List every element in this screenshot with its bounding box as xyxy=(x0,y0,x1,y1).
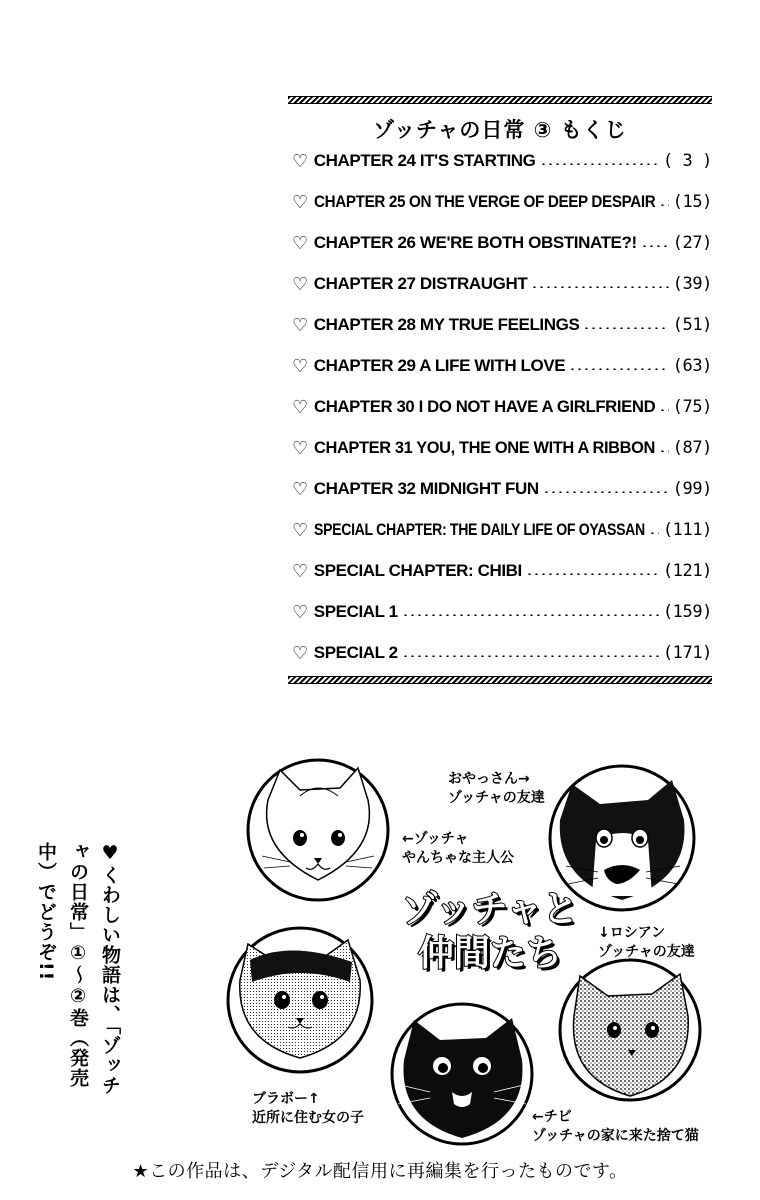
toc-entry-label: CHAPTER 32 MIDNIGHT FUN xyxy=(313,479,539,498)
toc-entry-page: (15) xyxy=(672,192,712,212)
heart-icon: ♡ xyxy=(292,560,308,582)
toc-entry-page: (39) xyxy=(672,274,712,294)
toc-entry-label: CHAPTER 29 A LIFE WITH LOVE xyxy=(313,356,566,375)
caption-burabo-desc: 近所に住む女の子 xyxy=(252,1110,364,1126)
caption-chibi-name: ←チビ xyxy=(532,1109,572,1125)
toc-entry-label: SPECIAL 1 xyxy=(313,602,398,621)
toc-entry-label: SPECIAL CHAPTER: THE DAILY LIFE OF OYASSAN xyxy=(313,520,645,539)
toc-title: ゾッチャの日常 ③ もくじ xyxy=(373,118,627,142)
heart-icon: ♡ xyxy=(292,273,308,295)
toc-entry-label: CHAPTER 24 IT'S STARTING xyxy=(313,151,536,170)
toc-entry-label: CHAPTER 28 MY TRUE FEELINGS xyxy=(313,315,580,334)
toc-entry-page: (75) xyxy=(672,397,712,417)
heart-icon: ♡ xyxy=(292,232,308,254)
heart-icon: ♡ xyxy=(292,355,308,377)
caption-burabo xyxy=(252,1090,364,1128)
characters-title-line1: ゾッチャと xyxy=(401,889,579,930)
heart-icon: ♡ xyxy=(292,396,308,418)
toc-entry-page: (121) xyxy=(662,561,712,581)
caption-zoccha xyxy=(402,830,514,868)
heart-icon: ♡ xyxy=(292,437,308,459)
chibi-portrait xyxy=(392,1004,532,1144)
caption-chibi-desc: ゾッチャの家に来た捨て猫 xyxy=(532,1128,699,1144)
caption-burabo-name: ブラボー↑ xyxy=(252,1091,320,1107)
footer-note: ★この作品は、デジタル配信用に再編集を行ったものです。 xyxy=(132,1161,628,1182)
toc-entry-page: (51) xyxy=(672,315,712,335)
toc-entry-label: CHAPTER 30 I DO NOT HAVE A GIRLFRIEND xyxy=(313,397,656,416)
toc-entry-page: ( 3 ) xyxy=(662,151,712,171)
roshian-portrait xyxy=(560,960,700,1100)
side-note: ♥くわしい物語は、「ゾッチャの日常」①〜②巻（発売中）でどうぞ!! xyxy=(35,842,121,1096)
toc-entry-page: (171) xyxy=(662,643,712,663)
heart-icon: ♡ xyxy=(292,478,308,500)
toc-entry-label: CHAPTER 27 DISTRAUGHT xyxy=(313,274,528,293)
toc-entry-page: (99) xyxy=(672,479,712,499)
caption-oyassan-name: おやっさん→ xyxy=(448,771,530,787)
caption-oyassan-desc: ゾッチャの友達 xyxy=(448,790,545,806)
toc-entry-label: CHAPTER 31 YOU, THE ONE WITH A RIBBON xyxy=(313,438,655,457)
toc-entry-label: SPECIAL CHAPTER: CHIBI xyxy=(313,561,522,580)
zoccha-portrait xyxy=(248,760,388,900)
caption-roshian-desc: ゾッチャの友達 xyxy=(598,944,695,960)
toc-entry-page: (27) xyxy=(672,233,712,253)
caption-roshian xyxy=(598,924,695,962)
caption-roshian-name: ↓ロシアン xyxy=(598,925,666,941)
caption-zoccha-desc: やんちゃな主人公 xyxy=(402,850,514,866)
heart-icon: ♡ xyxy=(292,642,308,664)
toc-entry-page: (159) xyxy=(662,602,712,622)
heart-icon: ♡ xyxy=(292,191,308,213)
characters-title-line2: 仲間たち xyxy=(417,933,562,974)
heart-icon: ♡ xyxy=(292,314,308,336)
caption-chibi xyxy=(532,1108,699,1146)
burabo-portrait xyxy=(228,928,372,1072)
heart-icon: ♡ xyxy=(292,150,308,172)
caption-zoccha-name: ←ゾッチャ xyxy=(402,831,469,847)
heart-icon: ♡ xyxy=(292,601,308,623)
heart-icon: ♡ xyxy=(292,519,308,541)
toc-entry-page: (63) xyxy=(672,356,712,376)
toc-entry-page: (111) xyxy=(662,520,712,540)
toc-entry-label: CHAPTER 26 WE'RE BOTH OBSTINATE?! xyxy=(313,233,637,252)
characters-title xyxy=(390,888,590,976)
toc-entry-page: (87) xyxy=(672,438,712,458)
toc-entry-label: SPECIAL 2 xyxy=(313,643,398,662)
toc-entry-label: CHAPTER 25 ON THE VERGE OF DEEP DESPAIR xyxy=(313,192,656,211)
caption-oyassan xyxy=(448,770,545,808)
